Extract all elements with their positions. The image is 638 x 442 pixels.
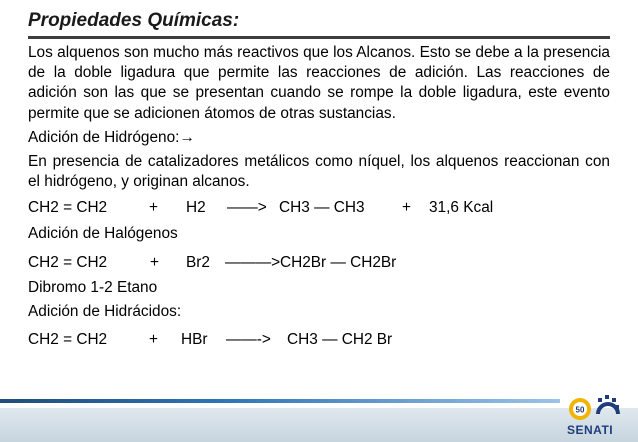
eq-energy: 31,6 Kcal bbox=[429, 199, 494, 217]
title-divider bbox=[28, 36, 610, 39]
footer-stripe bbox=[0, 399, 560, 403]
slide-body bbox=[28, 41, 610, 351]
eq-reactant-1: CH2 = CH2 bbox=[28, 199, 108, 217]
eq-reactant-2: HBr bbox=[181, 331, 208, 349]
eq-plus: + bbox=[150, 253, 159, 271]
eq-plus: + bbox=[149, 331, 158, 349]
logo-name: SENATI bbox=[567, 423, 614, 437]
footer-band bbox=[0, 405, 638, 442]
eq-reactant-1: CH2 = CH2 bbox=[28, 253, 108, 271]
hidracidos-equation bbox=[28, 330, 610, 351]
eq-arrow: ——-> bbox=[226, 331, 271, 349]
eq-reactant-2: H2 bbox=[186, 199, 206, 217]
eq-product: CH3 — CH2 Br bbox=[287, 331, 393, 349]
intro-paragraph: Los alquenos son mucho más reactivos que los Alcanos. Esto se debe a la presencia de la doble ligadura que permite las reacciones de adición. Las reacciones de adición son las que se presentan cuando se rompe la doble ligadura, este evento permite que se adicionen átomos de otras sustancias. bbox=[28, 44, 610, 122]
halogenos-product-name: Dibromo 1-2 Etano bbox=[28, 278, 158, 296]
halogenos-heading: Adición de Halógenos bbox=[28, 225, 178, 243]
halogenos-equation bbox=[28, 253, 610, 274]
eq-plus: + bbox=[149, 199, 158, 217]
eq-product: CH2Br — CH2Br bbox=[280, 253, 397, 271]
logo-badge: 50 bbox=[575, 405, 585, 415]
eq-product: CH3 — CH3 bbox=[279, 199, 365, 217]
eq-arrow: ——> bbox=[227, 199, 267, 217]
slide-title: Propiedades Químicas: bbox=[28, 10, 240, 31]
eq-reactant-1: CH2 = CH2 bbox=[28, 331, 108, 349]
eq-reactant-2: Br2 bbox=[186, 253, 210, 271]
hidrogeno-heading: Adición de Hidrógeno:→ bbox=[28, 128, 195, 146]
eq-plus-2: + bbox=[402, 199, 411, 217]
eq-arrow: ———> bbox=[225, 253, 281, 271]
hidrogeno-equation bbox=[28, 198, 610, 219]
hidrogeno-text: En presencia de catalizadores metálicos como níquel, los alquenos reaccionan con el hidrógeno, y originan alcanos. bbox=[28, 153, 610, 191]
hidracidos-heading: Adición de Hidrácidos: bbox=[28, 302, 182, 320]
